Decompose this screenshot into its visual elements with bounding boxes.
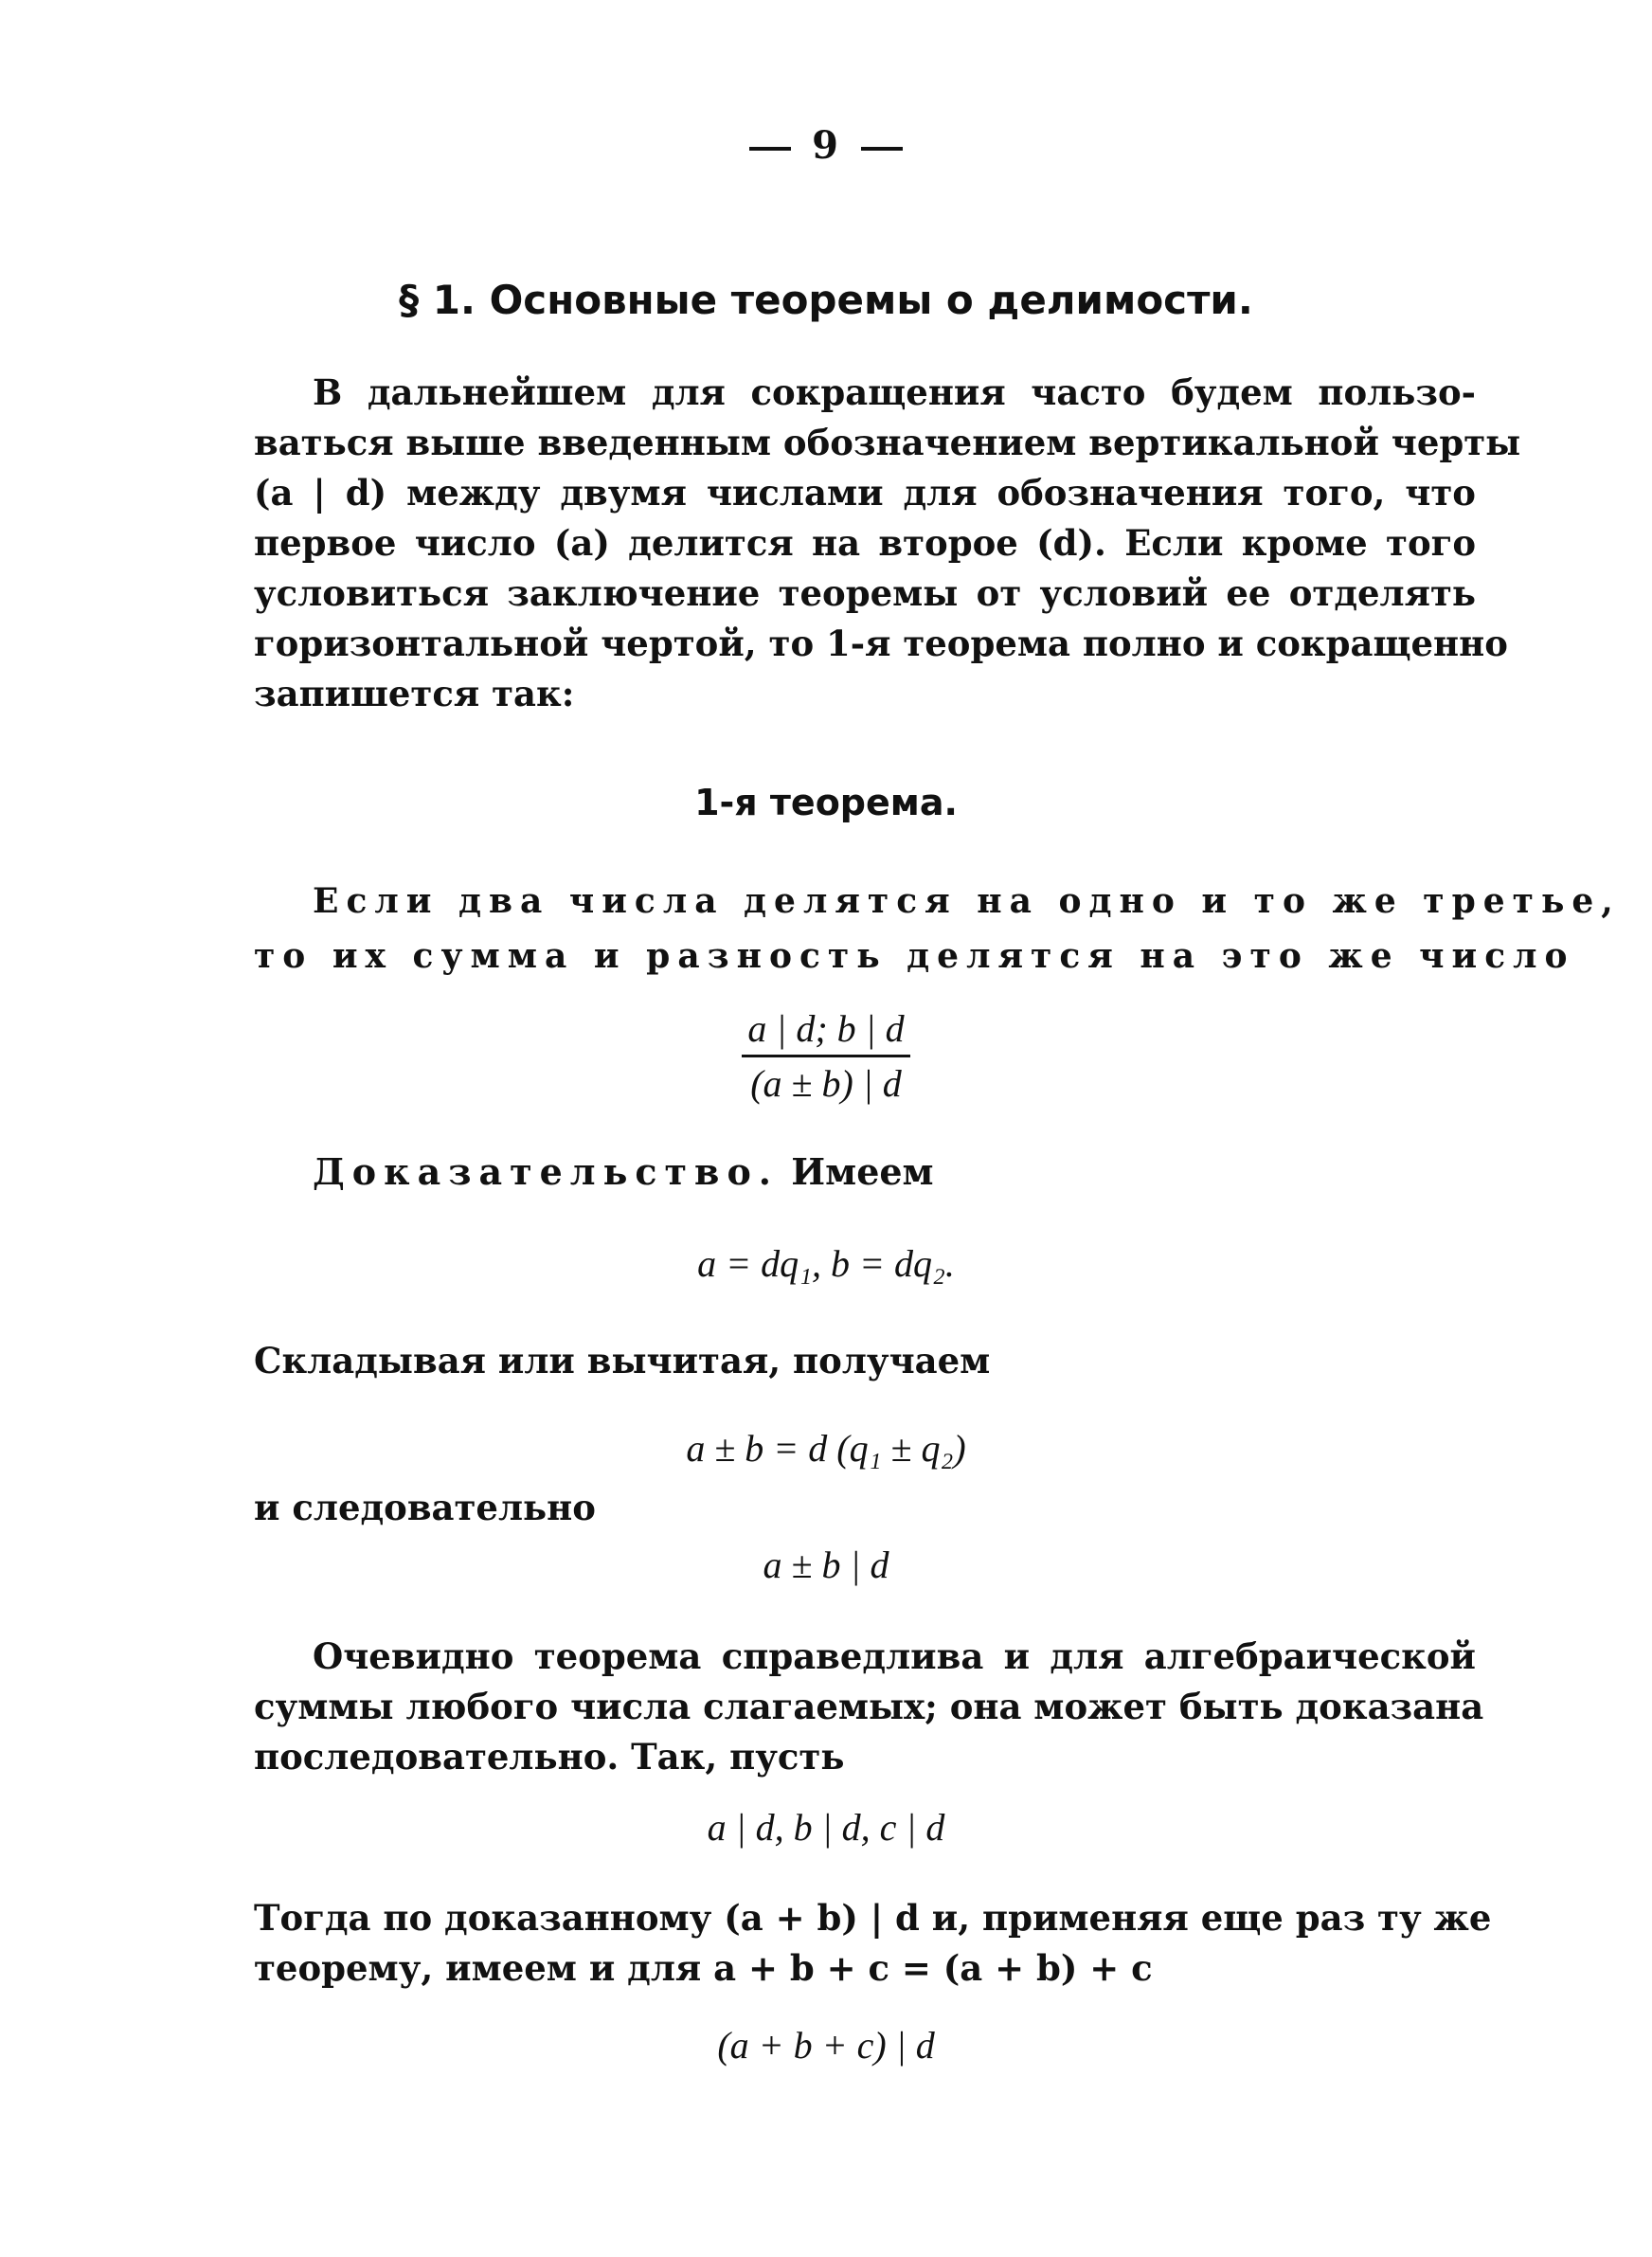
- equation-2: a ± b = d (q₁ ± q₂): [686, 1427, 966, 1470]
- text-consequently-line: и следовательно: [254, 1487, 596, 1528]
- intro-line: (a | d) между двумя числами для обозначения того, что: [254, 472, 1476, 514]
- theorem-title: 1-я теорема.: [694, 782, 958, 823]
- text-adding-line: Складывая или вычитая, получаем: [254, 1340, 991, 1381]
- paragraph-2-line: суммы любого числа слагаемых; она может быть доказана: [254, 1686, 1484, 1727]
- right-dash: [861, 147, 903, 151]
- fraction-numerator: a | d; b | d: [742, 1006, 909, 1057]
- proof-intro: Имеем: [791, 1150, 934, 1193]
- page-number-value: 9: [812, 123, 840, 168]
- intro-line: В дальнейшем для сокращения часто будем пользо-: [313, 371, 1476, 413]
- fraction-denominator: (a ± b) | d: [750, 1062, 902, 1105]
- paragraph-3: [254, 1893, 1492, 1994]
- paragraph-3-line: Тогда по доказанному (a + b) | d и, применяя еще раз ту же: [254, 1897, 1492, 1939]
- proof-line: [254, 1147, 1476, 1197]
- section-title: § 1. Основные теоремы о делимости.: [399, 277, 1253, 323]
- intro-line: условиться заключение теоремы от условий ее отделять: [254, 572, 1476, 614]
- text-consequently: [254, 1483, 1476, 1533]
- theorem-formula: [0, 1006, 1652, 1106]
- fraction: [742, 1006, 909, 1106]
- proof-label: Доказательство.: [313, 1150, 780, 1193]
- paragraph-3-line: теорему, имеем и для a + b + c = (a + b) + c: [254, 1947, 1153, 1989]
- theorem-line: Если два числа делятся на одно и то же третье,: [313, 881, 1621, 921]
- intro-paragraph: [254, 368, 1521, 719]
- paragraph-2-line: Очевидно теорема справедлива и для алгебраической: [313, 1635, 1476, 1677]
- theorem-line: то их сумма и разность делятся на это же число: [254, 936, 1575, 976]
- equation-3: a ± b | d: [763, 1544, 889, 1586]
- equation-4: a | d, b | d, c | d: [707, 1806, 945, 1849]
- theorem-statement: [254, 874, 1621, 984]
- page-number: [0, 123, 1652, 168]
- intro-line: ваться выше введенным обозначением вертикальной черты: [254, 422, 1521, 463]
- equation-1: a = dq₁, b = dq₂.: [697, 1242, 955, 1285]
- proof-intro-line: [254, 1147, 1476, 1197]
- paragraph-2: [254, 1632, 1484, 1782]
- intro-line: первое число (a) делится на второе (d). Если кроме того: [254, 522, 1476, 564]
- text-adding: [254, 1336, 1476, 1386]
- intro-line: запишется так:: [254, 673, 575, 714]
- intro-line: горизонтальной чертой, то 1-я теорема полно и сокращенно: [254, 623, 1508, 664]
- paragraph-2-line: последовательно. Так, пусть: [254, 1736, 845, 1778]
- left-dash: [749, 147, 791, 151]
- equation-5: (a + b + c) | d: [717, 2024, 935, 2067]
